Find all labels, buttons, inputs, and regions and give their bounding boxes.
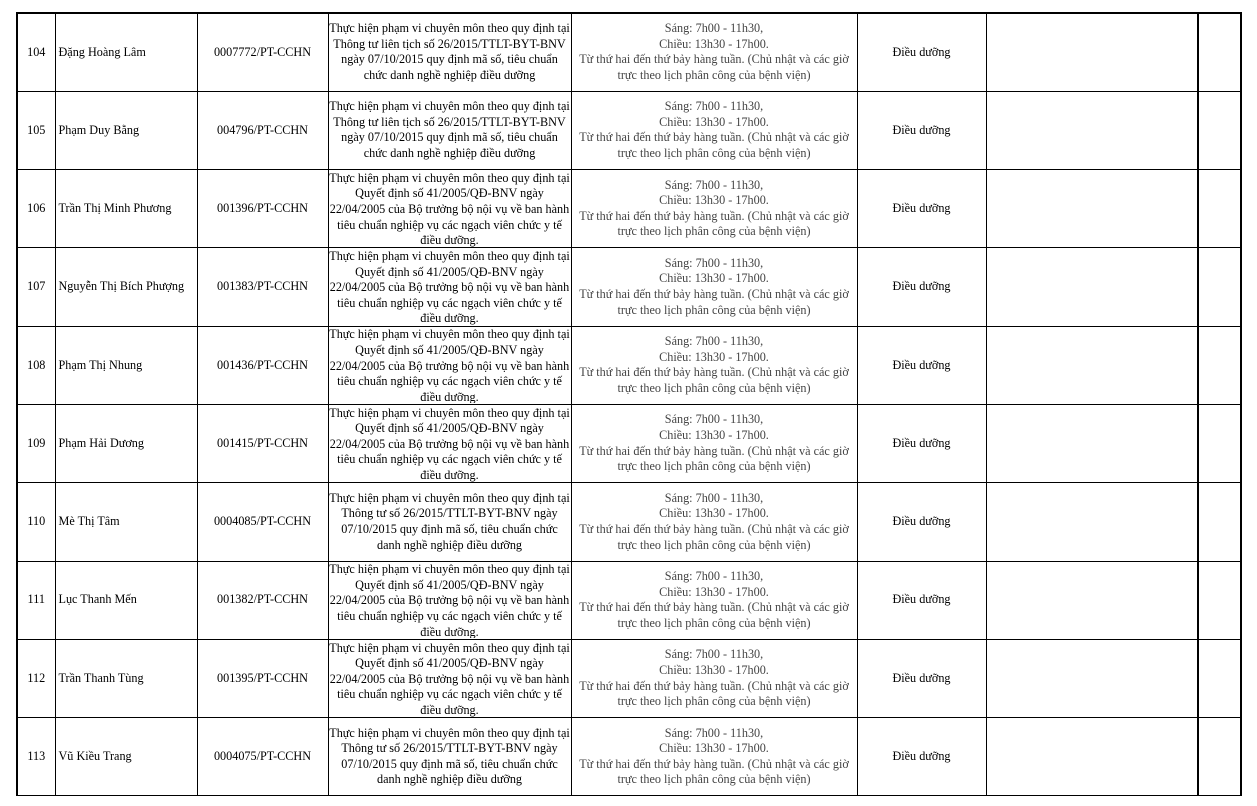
practice-scope-cell — [328, 13, 571, 91]
practice-scope-cell — [328, 639, 571, 717]
working-hours-cell — [571, 561, 857, 639]
staff-name: Đặng Hoàng Lâm — [55, 13, 197, 91]
hours-morning: Sáng: 7h00 - 11h30, — [664, 412, 764, 427]
hours-morning: Sáng: 7h00 - 11h30, — [664, 490, 764, 505]
staff-name: Phạm Hải Dương — [55, 404, 197, 482]
working-hours-cell — [571, 639, 857, 717]
hours-afternoon: Chiều: 13h30 - 17h00. — [659, 193, 769, 208]
practice-scope-text: Thực hiện phạm vi chuyên môn theo quy định tại Quyết định số 41/2005/QĐ-BNV ngày 22/04/2005 của Bộ trưởng bộ nội vụ về ban hành tiêu chuẩn nghiệp vụ các ngạch viên chức y tế điều dưỡng. — [329, 327, 570, 404]
row-number: 108 — [17, 326, 55, 404]
hours-morning: Sáng: 7h00 - 11h30, — [664, 255, 764, 270]
empty-cell — [1198, 170, 1241, 248]
hours-note: Từ thứ hai đến thứ bảy hàng tuần. (Chủ nhật và các giờ trực theo lịch phân công của bệnh viện) — [579, 756, 849, 787]
hours-afternoon: Chiều: 13h30 - 17h00. — [659, 349, 769, 364]
practice-scope-cell — [328, 170, 571, 248]
position-title: Điều dưỡng — [857, 13, 986, 91]
working-hours-cell — [571, 248, 857, 326]
practice-scope-cell — [328, 326, 571, 404]
empty-cell — [1198, 404, 1241, 482]
staff-name: Nguyễn Thị Bích Phượng — [55, 248, 197, 326]
empty-cell — [1198, 13, 1241, 91]
practice-scope-cell — [328, 248, 571, 326]
hours-morning: Sáng: 7h00 - 11h30, — [664, 21, 764, 36]
hours-note: Từ thứ hai đến thứ bảy hàng tuần. (Chủ nhật và các giờ trực theo lịch phân công của bệnh viện) — [579, 678, 849, 709]
certificate-number: 0007772/PT-CCHN — [197, 13, 328, 91]
empty-cell — [986, 561, 1198, 639]
row-number: 113 — [17, 718, 55, 796]
hours-afternoon: Chiều: 13h30 - 17h00. — [659, 741, 769, 756]
hours-note: Từ thứ hai đến thứ bảy hàng tuần. (Chủ nhật và các giờ trực theo lịch phân công của bệnh viện) — [579, 287, 849, 317]
staff-name: Trần Thanh Tùng — [55, 639, 197, 717]
working-hours-cell — [571, 13, 857, 91]
hours-morning: Sáng: 7h00 - 11h30, — [664, 99, 764, 114]
staff-name: Phạm Thị Nhung — [55, 326, 197, 404]
staff-name: Lục Thanh Mến — [55, 561, 197, 639]
working-hours-cell — [571, 326, 857, 404]
table-row — [17, 404, 1241, 482]
hours-note: Từ thứ hai đến thứ bảy hàng tuần. (Chủ nhật và các giờ trực theo lịch phân công của bệnh viện) — [579, 443, 849, 474]
row-number: 107 — [17, 248, 55, 326]
hours-morning: Sáng: 7h00 - 11h30, — [664, 647, 764, 662]
empty-cell — [1198, 483, 1241, 561]
working-hours-cell — [571, 718, 857, 796]
position-title: Điều dưỡng — [857, 326, 986, 404]
row-number: 111 — [17, 561, 55, 639]
hours-afternoon: Chiều: 13h30 - 17h00. — [659, 506, 769, 521]
empty-cell — [986, 170, 1198, 248]
empty-cell — [986, 483, 1198, 561]
certificate-number: 001382/PT-CCHN — [197, 561, 328, 639]
position-title: Điều dưỡng — [857, 718, 986, 796]
hours-note: Từ thứ hai đến thứ bảy hàng tuần. (Chủ nhật và các giờ trực theo lịch phân công của bệnh viện) — [579, 365, 849, 395]
hours-afternoon: Chiều: 13h30 - 17h00. — [659, 114, 769, 129]
working-hours-cell — [571, 404, 857, 482]
table-row — [17, 561, 1241, 639]
position-title: Điều dưỡng — [857, 483, 986, 561]
practice-scope-cell — [328, 561, 571, 639]
empty-cell — [1198, 91, 1241, 169]
row-number: 104 — [17, 13, 55, 91]
practice-scope-text: Thực hiện phạm vi chuyên môn theo quy định tại Thông tư số 26/2015/TTLT-BYT-BNV ngày 07/10/2015 quy định mã số, tiêu chuẩn chức danh nghề nghiệp điều dưỡng — [329, 490, 570, 552]
position-title: Điều dưỡng — [857, 639, 986, 717]
hours-note: Từ thứ hai đến thứ bảy hàng tuần. (Chủ nhật và các giờ trực theo lịch phân công của bệnh viện) — [579, 52, 849, 82]
certificate-number: 001395/PT-CCHN — [197, 639, 328, 717]
table-row — [17, 483, 1241, 561]
row-number: 106 — [17, 170, 55, 248]
practice-scope-cell — [328, 483, 571, 561]
hours-morning: Sáng: 7h00 - 11h30, — [664, 725, 764, 740]
row-number: 112 — [17, 639, 55, 717]
table-row — [17, 326, 1241, 404]
empty-cell — [1198, 639, 1241, 717]
practice-scope-text: Thực hiện phạm vi chuyên môn theo quy định tại Quyết định số 41/2005/QĐ-BNV ngày 22/04/2005 của Bộ trưởng bộ nội vụ về ban hành tiêu chuẩn nghiệp vụ các ngạch viên chức y tế điều dưỡng. — [329, 562, 570, 639]
hours-afternoon: Chiều: 13h30 - 17h00. — [659, 584, 769, 599]
position-title: Điều dưỡng — [857, 91, 986, 169]
position-title: Điều dưỡng — [857, 404, 986, 482]
row-number: 109 — [17, 404, 55, 482]
certificate-number: 001415/PT-CCHN — [197, 404, 328, 482]
hours-note: Từ thứ hai đến thứ bảy hàng tuần. (Chủ nhật và các giờ trực theo lịch phân công của bệnh viện) — [579, 521, 849, 552]
hours-note: Từ thứ hai đến thứ bảy hàng tuần. (Chủ nhật và các giờ trực theo lịch phân công của bệnh viện) — [579, 130, 849, 161]
row-number: 105 — [17, 91, 55, 169]
table-row — [17, 13, 1241, 91]
position-title: Điều dưỡng — [857, 170, 986, 248]
hours-morning: Sáng: 7h00 - 11h30, — [664, 334, 764, 349]
practice-scope-text: Thực hiện phạm vi chuyên môn theo quy định tại Thông tư liên tịch số 26/2015/TTLT-BYT-BNV ngày 07/10/2015 quy định mã số, tiêu chuẩn chức danh nghề nghiệp điều dưỡng — [329, 99, 570, 161]
position-title: Điều dưỡng — [857, 561, 986, 639]
hours-afternoon: Chiều: 13h30 - 17h00. — [659, 271, 769, 286]
empty-cell — [1198, 718, 1241, 796]
practice-scope-text: Thực hiện phạm vi chuyên môn theo quy định tại Quyết định số 41/2005/QĐ-BNV ngày 22/04/2005 của Bộ trưởng bộ nội vụ về ban hành tiêu chuẩn nghiệp vụ các ngạch viên chức y tế điều dưỡng. — [329, 405, 570, 482]
practice-scope-text: Thực hiện phạm vi chuyên môn theo quy định tại Thông tư liên tịch số 26/2015/TTLT-BYT-BNV ngày 07/10/2015 quy định mã số, tiêu chuẩn chức danh nghề nghiệp điều dưỡng — [329, 21, 570, 82]
row-number: 110 — [17, 483, 55, 561]
staff-name: Phạm Duy Bằng — [55, 91, 197, 169]
working-hours-cell — [571, 483, 857, 561]
hours-morning: Sáng: 7h00 - 11h30, — [664, 569, 764, 584]
practice-scope-text: Thực hiện phạm vi chuyên môn theo quy định tại Quyết định số 41/2005/QĐ-BNV ngày 22/04/2005 của Bộ trưởng bộ nội vụ về ban hành tiêu chuẩn nghiệp vụ các ngạch viên chức y tế điều dưỡng. — [329, 640, 570, 717]
empty-cell — [1198, 248, 1241, 326]
empty-cell — [1198, 561, 1241, 639]
hours-afternoon: Chiều: 13h30 - 17h00. — [659, 428, 769, 443]
table-row — [17, 639, 1241, 717]
certificate-number: 004796/PT-CCHN — [197, 91, 328, 169]
empty-cell — [986, 326, 1198, 404]
working-hours-cell — [571, 170, 857, 248]
table-row — [17, 91, 1241, 169]
hours-morning: Sáng: 7h00 - 11h30, — [664, 177, 764, 192]
empty-cell — [1198, 326, 1241, 404]
empty-cell — [986, 13, 1198, 91]
certificate-number: 001383/PT-CCHN — [197, 248, 328, 326]
hours-afternoon: Chiều: 13h30 - 17h00. — [659, 662, 769, 677]
table-row — [17, 170, 1241, 248]
practice-scope-text: Thực hiện phạm vi chuyên môn theo quy định tại Quyết định số 41/2005/QĐ-BNV ngày 22/04/2005 của Bộ trưởng bộ nội vụ về ban hành tiêu chuẩn nghiệp vụ các ngạch viên chức y tế điều dưỡng. — [329, 170, 570, 247]
hours-afternoon: Chiều: 13h30 - 17h00. — [659, 36, 769, 51]
staff-table — [16, 12, 1242, 796]
practice-scope-text: Thực hiện phạm vi chuyên môn theo quy định tại Quyết định số 41/2005/QĐ-BNV ngày 22/04/2005 của Bộ trưởng bộ nội vụ về ban hành tiêu chuẩn nghiệp vụ các ngạch viên chức y tế điều dưỡng. — [329, 249, 570, 326]
empty-cell — [986, 248, 1198, 326]
table-row — [17, 248, 1241, 326]
certificate-number: 0004075/PT-CCHN — [197, 718, 328, 796]
empty-cell — [986, 718, 1198, 796]
practice-scope-cell — [328, 404, 571, 482]
empty-cell — [986, 639, 1198, 717]
hours-note: Từ thứ hai đến thứ bảy hàng tuần. (Chủ nhật và các giờ trực theo lịch phân công của bệnh viện) — [579, 600, 849, 630]
empty-cell — [986, 404, 1198, 482]
staff-name: Vũ Kiều Trang — [55, 718, 197, 796]
certificate-number: 001396/PT-CCHN — [197, 170, 328, 248]
certificate-number: 001436/PT-CCHN — [197, 326, 328, 404]
position-title: Điều dưỡng — [857, 248, 986, 326]
certificate-number: 0004085/PT-CCHN — [197, 483, 328, 561]
working-hours-cell — [571, 91, 857, 169]
hours-note: Từ thứ hai đến thứ bảy hàng tuần. (Chủ nhật và các giờ trực theo lịch phân công của bệnh viện) — [579, 208, 849, 239]
staff-name: Mè Thị Tâm — [55, 483, 197, 561]
practice-scope-cell — [328, 718, 571, 796]
empty-cell — [986, 91, 1198, 169]
practice-scope-cell — [328, 91, 571, 169]
staff-name: Trần Thị Minh Phương — [55, 170, 197, 248]
practice-scope-text: Thực hiện phạm vi chuyên môn theo quy định tại Thông tư số 26/2015/TTLT-BYT-BNV ngày 07/10/2015 quy định mã số, tiêu chuẩn chức danh nghề nghiệp điều dưỡng — [329, 725, 570, 787]
table-body — [17, 13, 1241, 796]
table-row — [17, 718, 1241, 796]
